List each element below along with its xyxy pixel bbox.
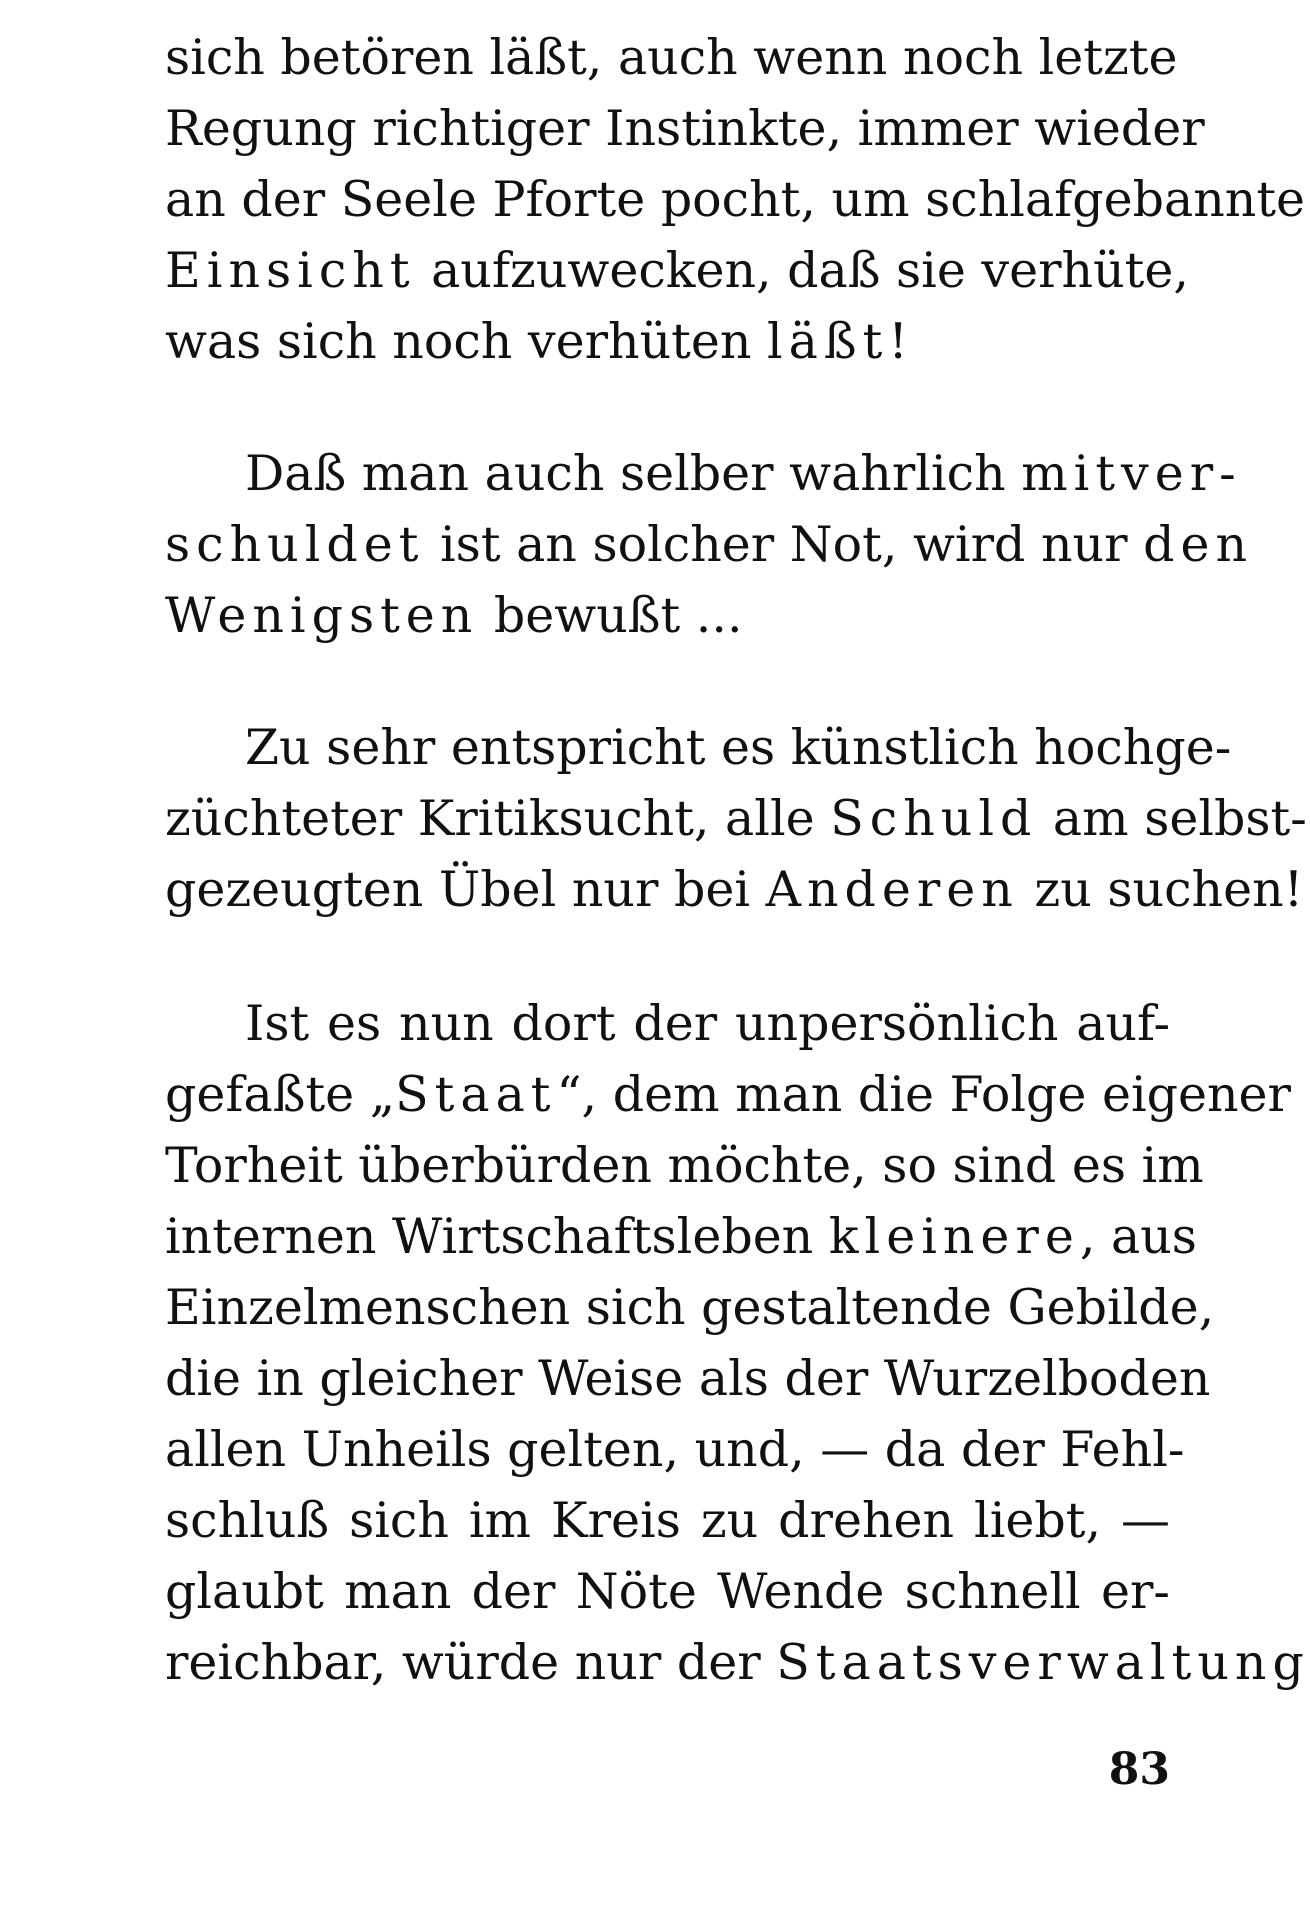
spaced-word: schuldet bbox=[165, 516, 425, 573]
text-line: Regung richtiger Instinkte, immer wieder bbox=[165, 100, 1205, 157]
text-line: gezeugten Übel nur bei Anderen zu suchen! bbox=[165, 861, 1304, 918]
paragraph-1 bbox=[165, 22, 1306, 377]
text-line: an der Seele Pforte pocht, um schlafgebannte bbox=[165, 171, 1306, 228]
text-line: Einzelmenschen sich gestaltende Gebilde, bbox=[165, 1279, 1215, 1336]
text-line: die in gleicher Weise als der Wurzelboden bbox=[165, 1350, 1211, 1407]
text-line: Zu sehr entspricht es künstlich hochge- bbox=[245, 719, 1232, 776]
text-line: züchteter Kritiksucht, alle Schuld am selbst- bbox=[165, 790, 1307, 847]
text-line: Torheit überbürden möchte, so sind es im bbox=[165, 1137, 1204, 1194]
spaced-word: Schuld bbox=[830, 790, 1038, 847]
text-line: gefaßte „Staat“, dem man die Folge eigener bbox=[165, 1066, 1291, 1123]
page-number: 83 bbox=[1108, 1744, 1170, 1795]
spaced-word: den bbox=[1143, 516, 1254, 573]
spaced-word: Einsicht bbox=[165, 242, 416, 299]
spaced-word: kleinere bbox=[828, 1208, 1080, 1265]
text-line: Wenigsten bewußt ... bbox=[165, 587, 743, 644]
text-line: was sich noch verhüten läßt! bbox=[165, 313, 908, 370]
text-line: allen Unheils gelten, und, — da der Fehl- bbox=[165, 1421, 1185, 1478]
paragraph-3 bbox=[165, 712, 1307, 925]
text-line: glaubt man der Nöte Wende schnell er- bbox=[165, 1563, 1170, 1620]
paragraph-4 bbox=[165, 988, 1310, 1698]
text-line: reichbar, würde nur der Staatsverwaltung bbox=[165, 1634, 1310, 1691]
text-line: internen Wirtschaftsleben kleinere, aus bbox=[165, 1208, 1197, 1265]
text-line: Ist es nun dort der unpersönlich auf- bbox=[245, 995, 1170, 1052]
spaced-word: Anderen bbox=[765, 861, 1019, 918]
paragraph-2 bbox=[165, 438, 1254, 651]
spaced-word: Staat bbox=[395, 1066, 557, 1123]
text-line: schluß sich im Kreis zu drehen liebt, — bbox=[165, 1492, 1170, 1549]
spaced-word: Staatsverwaltung bbox=[776, 1634, 1310, 1691]
spaced-word: Wenigsten bbox=[165, 587, 479, 644]
text-line: Daß man auch selber wahrlich mitver- bbox=[245, 445, 1242, 502]
text-line: schuldet ist an solcher Not, wird nur den bbox=[165, 516, 1254, 573]
text-line: sich betören läßt, auch wenn noch letzte bbox=[165, 29, 1178, 86]
text-line: Einsicht aufzuwecken, daß sie verhüte, bbox=[165, 242, 1189, 299]
spaced-word: läßt bbox=[766, 313, 889, 370]
spaced-word: mitver- bbox=[1021, 445, 1242, 502]
